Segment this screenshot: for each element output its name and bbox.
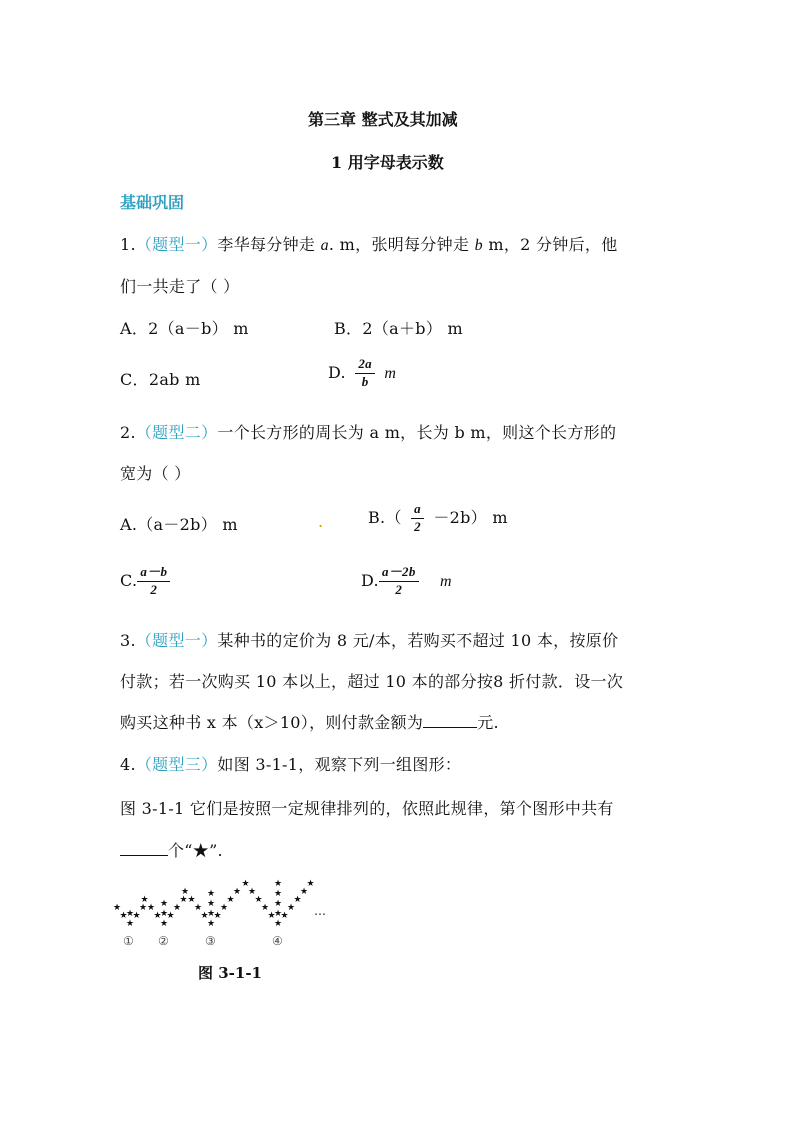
star-icon: ★ — [140, 895, 149, 905]
fraction-denominator: 2 — [414, 518, 421, 534]
q3-answer-blank[interactable] — [423, 713, 477, 728]
fraction-denominator: 2 — [150, 581, 158, 597]
q2-option-d-unit: m — [440, 572, 452, 590]
q2-option-d-label: D. — [361, 570, 379, 590]
q2-option-b-fraction — [411, 502, 424, 535]
q3-text-b: 元. — [477, 713, 499, 732]
star-icon: ★ — [274, 909, 283, 919]
figure-label-4: ④ — [272, 934, 283, 948]
star-icon: ★ — [274, 899, 283, 909]
star-icon: ★ — [160, 899, 169, 909]
q1-text-c: m，2 分钟后，他 — [488, 235, 618, 254]
star-icon: ★ — [207, 909, 216, 919]
q2-option-d — [361, 565, 452, 598]
q1-tag: （题型一） — [135, 235, 218, 254]
star-icon: ★ — [261, 903, 270, 913]
star-icon: ★ — [207, 889, 216, 899]
star-icon: ★ — [241, 879, 250, 889]
q4-number: 4. — [120, 755, 136, 774]
figure-label-2: ② — [158, 934, 169, 948]
fraction-numerator: 2a — [355, 357, 375, 374]
q4-text: 如图 3-1-1，观察下列一组图形： — [217, 755, 462, 774]
q3-line1 — [120, 628, 618, 651]
q1-option-d — [328, 357, 396, 390]
q2-tag: （题型二） — [135, 423, 218, 442]
category-heading: 基础巩固 — [120, 193, 185, 212]
star-icon: ★ — [300, 887, 309, 897]
star-icon: ★ — [166, 911, 175, 921]
figure-ellipsis: … — [314, 904, 326, 918]
q1-option-a: A．2（a－b） m — [120, 319, 249, 338]
star-icon: ★ — [126, 909, 135, 919]
q1-option-b: B．2（a＋b） m — [334, 319, 463, 338]
star-icon: ★ — [194, 903, 203, 913]
q3-text-a: 购买这种书 x 本（x＞10），则付款金额为 — [120, 713, 424, 732]
q2-line1 — [120, 420, 616, 443]
star-icon: ★ — [220, 903, 229, 913]
q2-option-b-rest: －2b） m — [433, 507, 508, 527]
q4-answer-blank[interactable] — [120, 841, 168, 856]
q3-number: 3. — [120, 631, 136, 650]
q3-tag: （题型一） — [135, 631, 218, 650]
q1-option-c: C．2ab m — [120, 370, 201, 389]
star-icon: ★ — [113, 903, 122, 913]
figure-label-1: ① — [123, 934, 134, 948]
star-icon: ★ — [254, 895, 263, 905]
star-icon: ★ — [153, 911, 162, 921]
q1-text-a: 李华每分钟走 — [217, 235, 316, 254]
q2-option-b — [368, 502, 508, 535]
q2-option-b-label: B.（ — [368, 507, 402, 527]
q4-line2: 图 3-1-1 它们是按照一定规律排列的，依照此规律，第个图形中共有 — [120, 799, 614, 818]
chapter-title: 第三章 整式及其加减 — [308, 110, 458, 129]
star-icon: ★ — [147, 903, 156, 913]
q2-option-d-fraction — [379, 565, 419, 598]
star-icon: ★ — [200, 911, 209, 921]
q3-text: 某种书的定价为 8 元/本，若购买不超过 10 本，按原价 — [217, 631, 619, 650]
star-icon: ★ — [226, 895, 235, 905]
star-icon: ★ — [179, 895, 188, 905]
fraction-denominator: b — [361, 373, 369, 389]
fraction-numerator: a－b — [137, 565, 170, 582]
star-icon: ★ — [274, 879, 283, 889]
star-icon: ★ — [207, 919, 216, 929]
section-title: 1 用字母表示数 — [331, 153, 444, 172]
q3-line3 — [120, 710, 499, 733]
q1-var-b: b — [474, 237, 483, 254]
fraction-numerator: a－2b — [379, 565, 419, 582]
star-icon: ★ — [248, 887, 257, 897]
star-icon: ★ — [207, 899, 216, 909]
star-icon: ★ — [126, 919, 135, 929]
q2-option-a: A.（a－2b） m — [120, 515, 238, 534]
q1-option-d-unit: m — [384, 364, 397, 382]
q1-number: 1. — [120, 235, 136, 254]
star-icon: ★ — [181, 887, 190, 897]
q2-option-c — [120, 565, 174, 598]
q2-number: 2. — [120, 423, 136, 442]
q1-line2: 们一共走了（ ） — [120, 277, 240, 296]
star-icon: ★ — [274, 919, 283, 929]
q2-option-c-label: C. — [120, 570, 138, 590]
star-icon: ★ — [233, 887, 242, 897]
figure-caption: 图 3-1-1 — [198, 964, 262, 982]
q4-line3 — [120, 838, 223, 861]
star-icon: ★ — [274, 889, 283, 899]
star-icon: ★ — [287, 903, 296, 913]
star-icon: ★ — [160, 909, 169, 919]
q1-line1 — [120, 232, 618, 255]
stray-dot: . — [318, 512, 324, 531]
star-icon: ★ — [132, 911, 141, 921]
star-icon: ★ — [213, 911, 222, 921]
q4-text-b: 个“★”. — [168, 841, 223, 860]
figure-label-3: ③ — [205, 934, 216, 948]
star-icon: ★ — [139, 903, 148, 913]
q1-text-b: . m，张明每分钟走 — [328, 235, 470, 254]
fraction-denominator: 2 — [395, 581, 403, 597]
q2-text: 一个长方形的周长为 a m，长为 b m，则这个长方形的 — [217, 423, 617, 442]
q2-line2: 宽为（ ） — [120, 464, 191, 483]
q4-tag: （题型三） — [135, 755, 218, 774]
star-icon: ★ — [160, 919, 169, 929]
star-icon: ★ — [280, 911, 289, 921]
q4-line1 — [120, 752, 461, 775]
star-icon: ★ — [306, 879, 315, 889]
star-icon: ★ — [293, 895, 302, 905]
q2-option-c-fraction — [137, 565, 170, 598]
q1-option-d-fraction — [355, 357, 375, 390]
fraction-numerator: a — [411, 502, 424, 519]
q3-line2: 付款；若一次购买 10 本以上，超过 10 本的部分按8 折付款．设一次 — [120, 672, 624, 691]
q1-var-a: a — [320, 237, 329, 254]
star-icon: ★ — [173, 903, 182, 913]
star-icon: ★ — [267, 911, 276, 921]
q1-option-d-label: D. — [328, 362, 346, 382]
star-icon: ★ — [119, 911, 128, 921]
star-icon: ★ — [187, 895, 196, 905]
